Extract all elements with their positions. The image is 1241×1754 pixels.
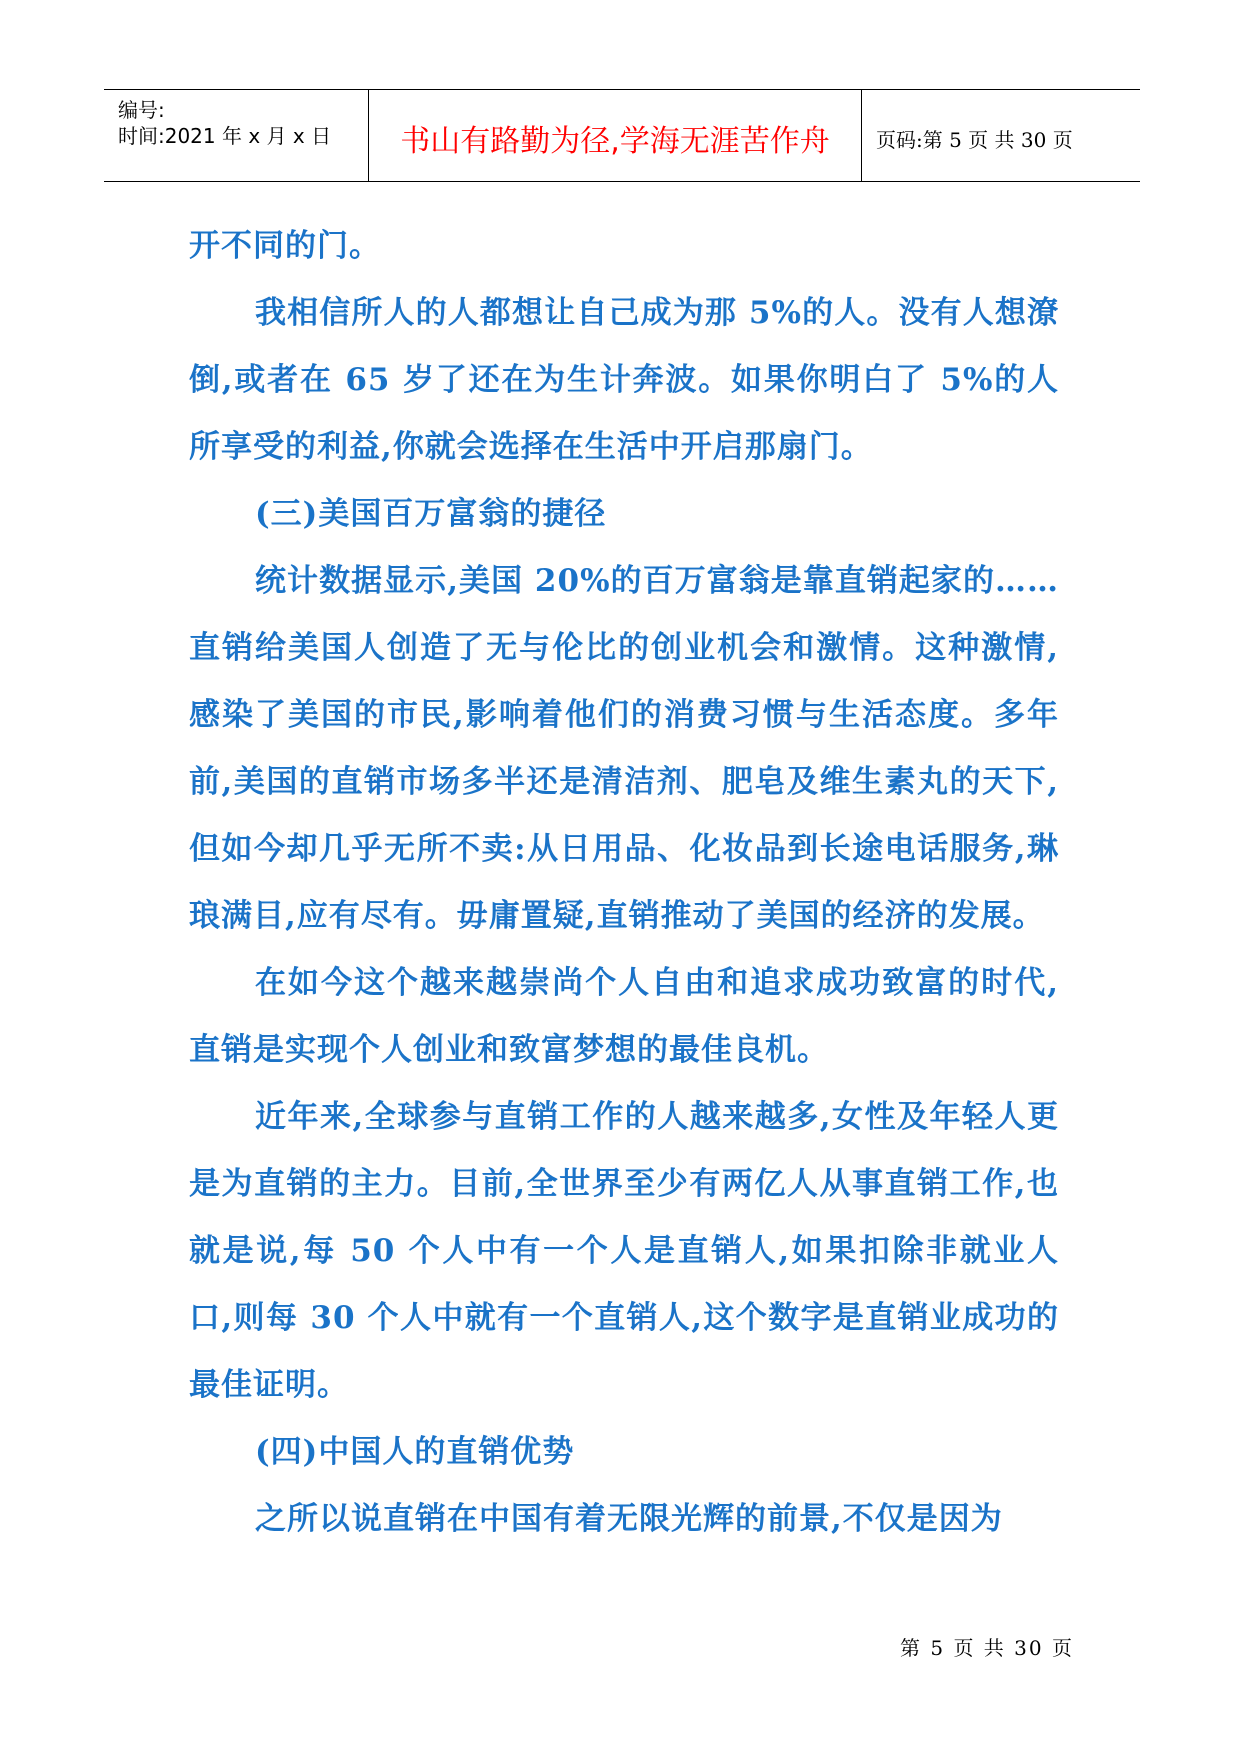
header-info-cell — [104, 90, 369, 181]
document-time-label: 时间:2021 年 x 月 x 日 — [118, 124, 332, 148]
document-number-label: 编号: — [118, 98, 165, 122]
paragraph: 在如今这个越来越崇尚个人自由和追求成功致富的时代,直销是实现个人创业和致富梦想的最佳良机。 — [189, 965, 1059, 1068]
page-header — [104, 89, 1140, 182]
paragraph: 近年来,全球参与直销工作的人越来越多,女性及年轻人更是为直销的主力。目前,全世界至少有两亿人从事直销工作,也就是说,每 50 个人中有一个人是直销人,如果扣除非就业人口,则每 30 个人中就有一个直销人,这个数字是直销业成功的最佳证明。 — [189, 1099, 1059, 1403]
paragraph: 统计数据显示,美国 20%的百万富翁是靠直销起家的……直销给美国人创造了无与伦比的创业机会和激情。这种激情,感染了美国的市民,影响着他们的消费习惯与生活态度。多年前,美国的直销市场多半还是清洁剂、肥皂及维生素丸的天下,但如今却几乎无所不卖:从日用品、化妆品到长途电话服务,琳琅满目,应有尽有。毋庸置疑,直销推动了美国的经济的发展。 — [189, 563, 1059, 934]
document-body — [189, 213, 1059, 1553]
paragraph-continuation: 开不同的门。 — [189, 228, 381, 264]
paragraph: 之所以说直销在中国有着无限光辉的前景,不仅是因为 — [255, 1501, 1003, 1537]
header-motto-cell — [369, 90, 862, 181]
header-page-info: 页码:第 5 页 共 30 页 — [876, 128, 1073, 152]
section-heading-3: (三)美国百万富翁的捷径 — [255, 496, 607, 532]
section-heading-4: (四)中国人的直销优势 — [255, 1434, 575, 1470]
header-motto: 书山有路勤为径,学海无涯苦作舟 — [400, 124, 830, 159]
header-page-cell — [862, 90, 1140, 181]
paragraph: 我相信所人的人都想让自己成为那 5%的人。没有人想潦倒,或者在 65 岁了还在为生计奔波。如果你明白了 5%的人所享受的利益,你就会选择在生活中开启那扇门。 — [189, 295, 1059, 465]
page-footer: 第 5 页 共 30 页 — [900, 1636, 1074, 1660]
